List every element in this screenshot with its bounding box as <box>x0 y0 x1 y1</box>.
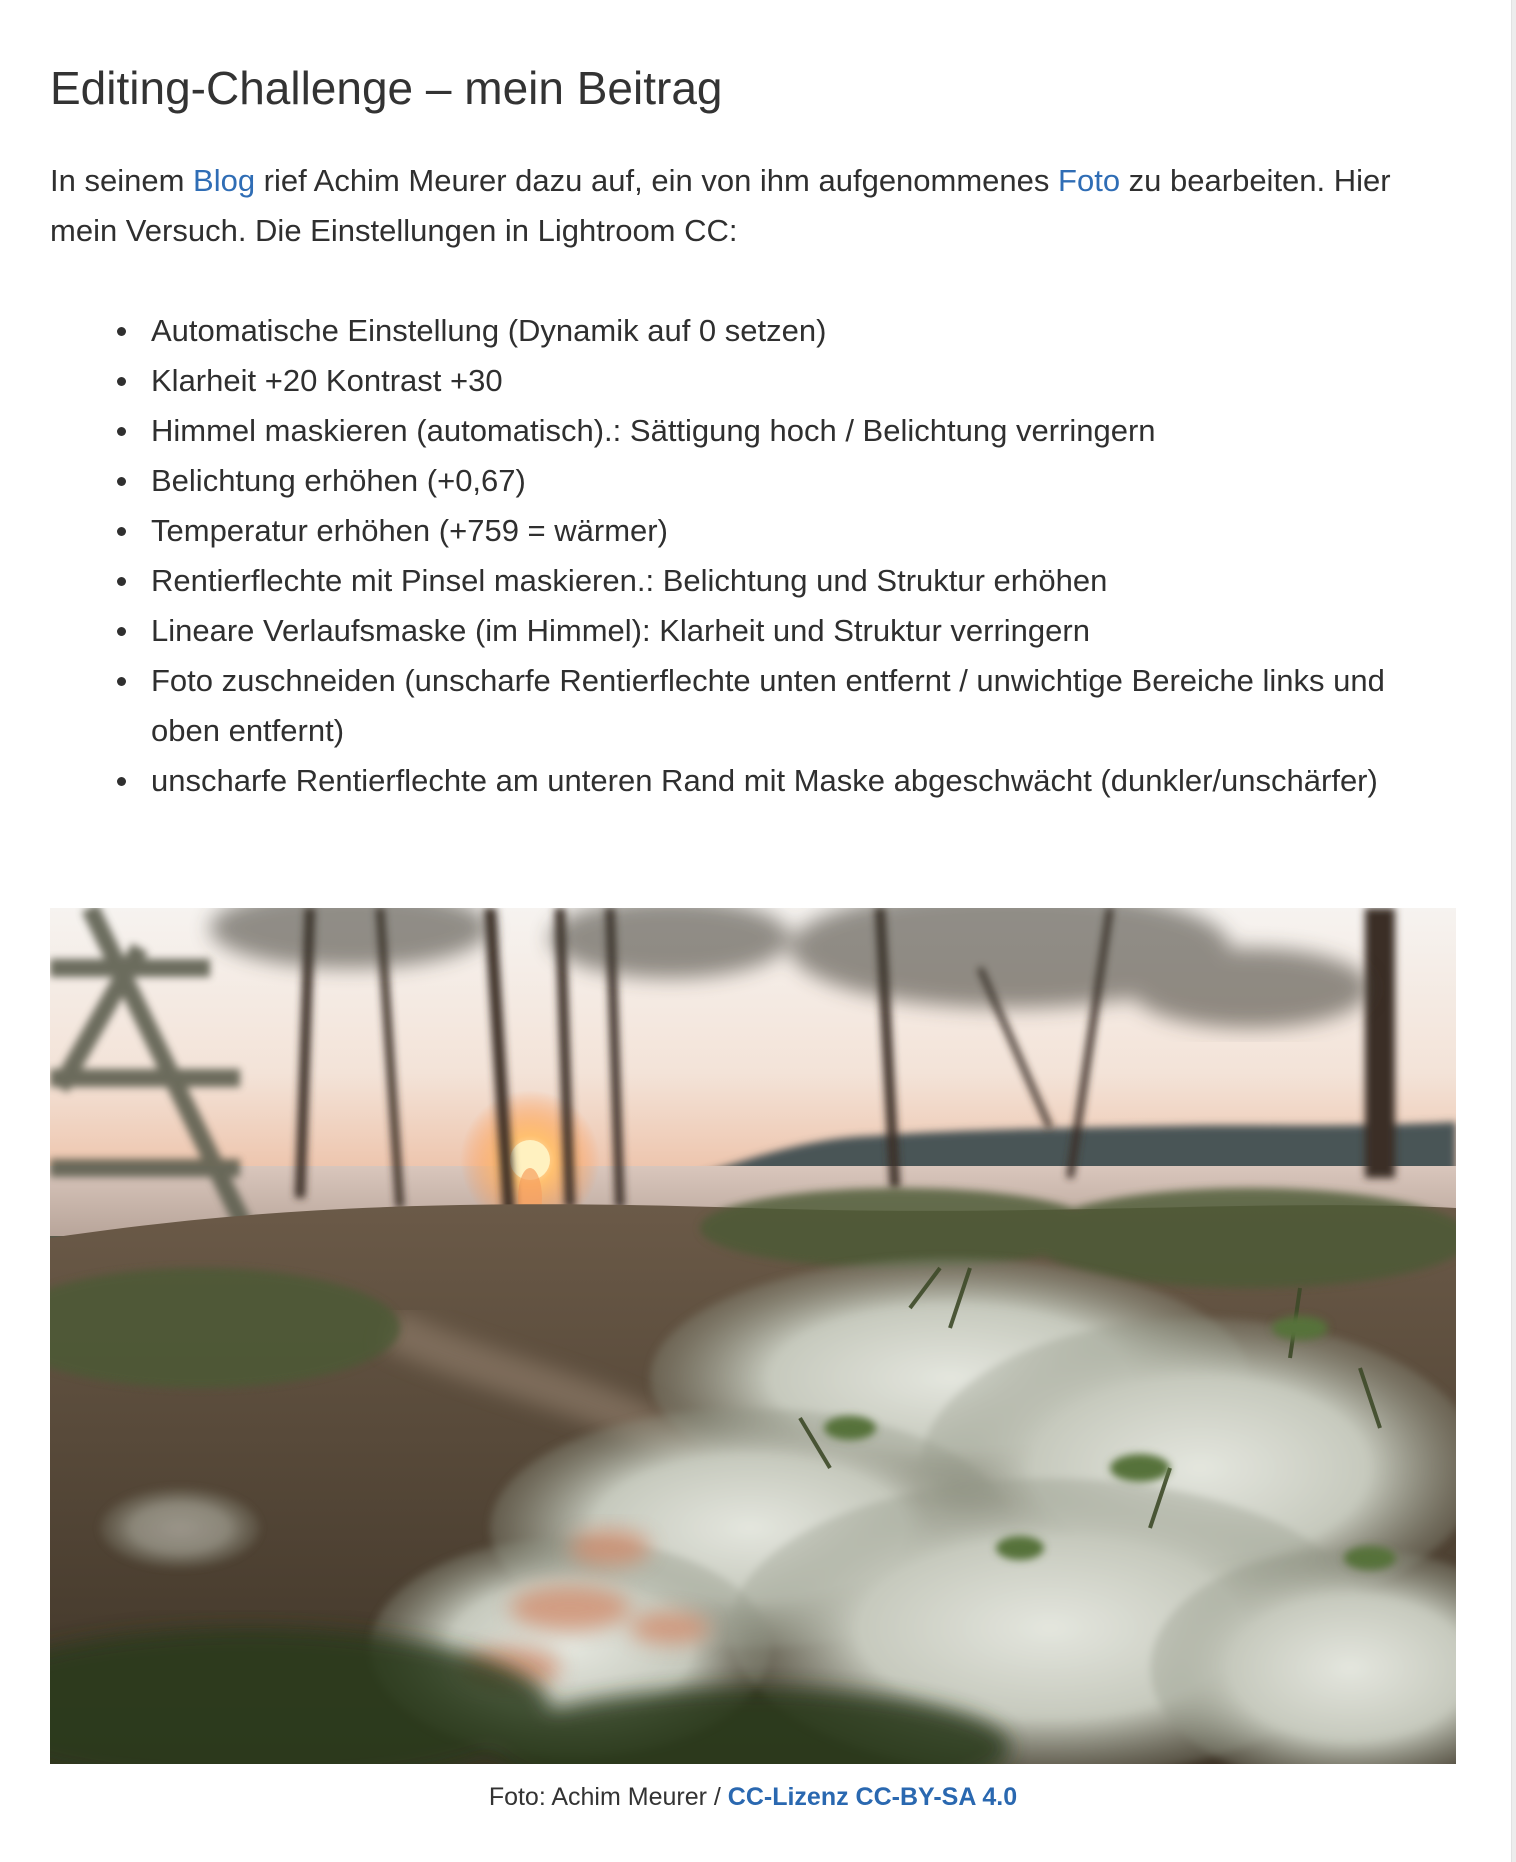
settings-item: Temperatur erhöhen (+759 = wärmer) <box>151 506 1456 556</box>
page-scrollbar-edge <box>1511 0 1516 1862</box>
caption-text: Foto: Achim Meurer / <box>488 1783 728 1811</box>
intro-text-3: zu bearbeiten. Hier mein Versuch. Die Einstellungen in Lightroom CC: <box>50 163 1391 248</box>
sunset-forest-lichen-image <box>50 908 1456 1764</box>
blog-link[interactable]: Blog <box>193 163 256 198</box>
settings-item: Himmel maskieren (automatisch).: Sättigung hoch / Belichtung verringern <box>151 406 1456 456</box>
intro-text-1: In seinem <box>50 163 194 198</box>
post-intro <box>50 156 1456 256</box>
license-link[interactable]: CC-Lizenz CC-BY-SA 4.0 <box>727 1783 1018 1811</box>
settings-item: Rentierflechte mit Pinsel maskieren.: Belichtung und Struktur erhöhen <box>151 556 1456 606</box>
settings-item: Belichtung erhöhen (+0,67) <box>151 456 1456 506</box>
intro-text-2: rief Achim Meurer dazu auf, ein von ihm aufgenommenes <box>255 163 1059 198</box>
settings-item: Foto zuschneiden (unscharfe Rentierflechte unten entfernt / unwichtige Bereiche links und oben entfernt) <box>151 656 1456 756</box>
photo-caption <box>50 1780 1456 1814</box>
settings-item: unscharfe Rentierflechte am unteren Rand mit Maske abgeschwächt (dunkler/unschärfer) <box>151 756 1456 806</box>
settings-item: Automatische Einstellung (Dynamik auf 0 setzen) <box>151 306 1456 356</box>
settings-list <box>50 306 1456 806</box>
post-title: Editing-Challenge – mein Beitrag <box>50 62 723 114</box>
post-photo <box>50 908 1456 1764</box>
foto-link[interactable]: Foto <box>1058 163 1121 198</box>
settings-item: Lineare Verlaufsmaske (im Himmel): Klarheit und Struktur verringern <box>151 606 1456 656</box>
settings-item: Klarheit +20 Kontrast +30 <box>151 356 1456 406</box>
